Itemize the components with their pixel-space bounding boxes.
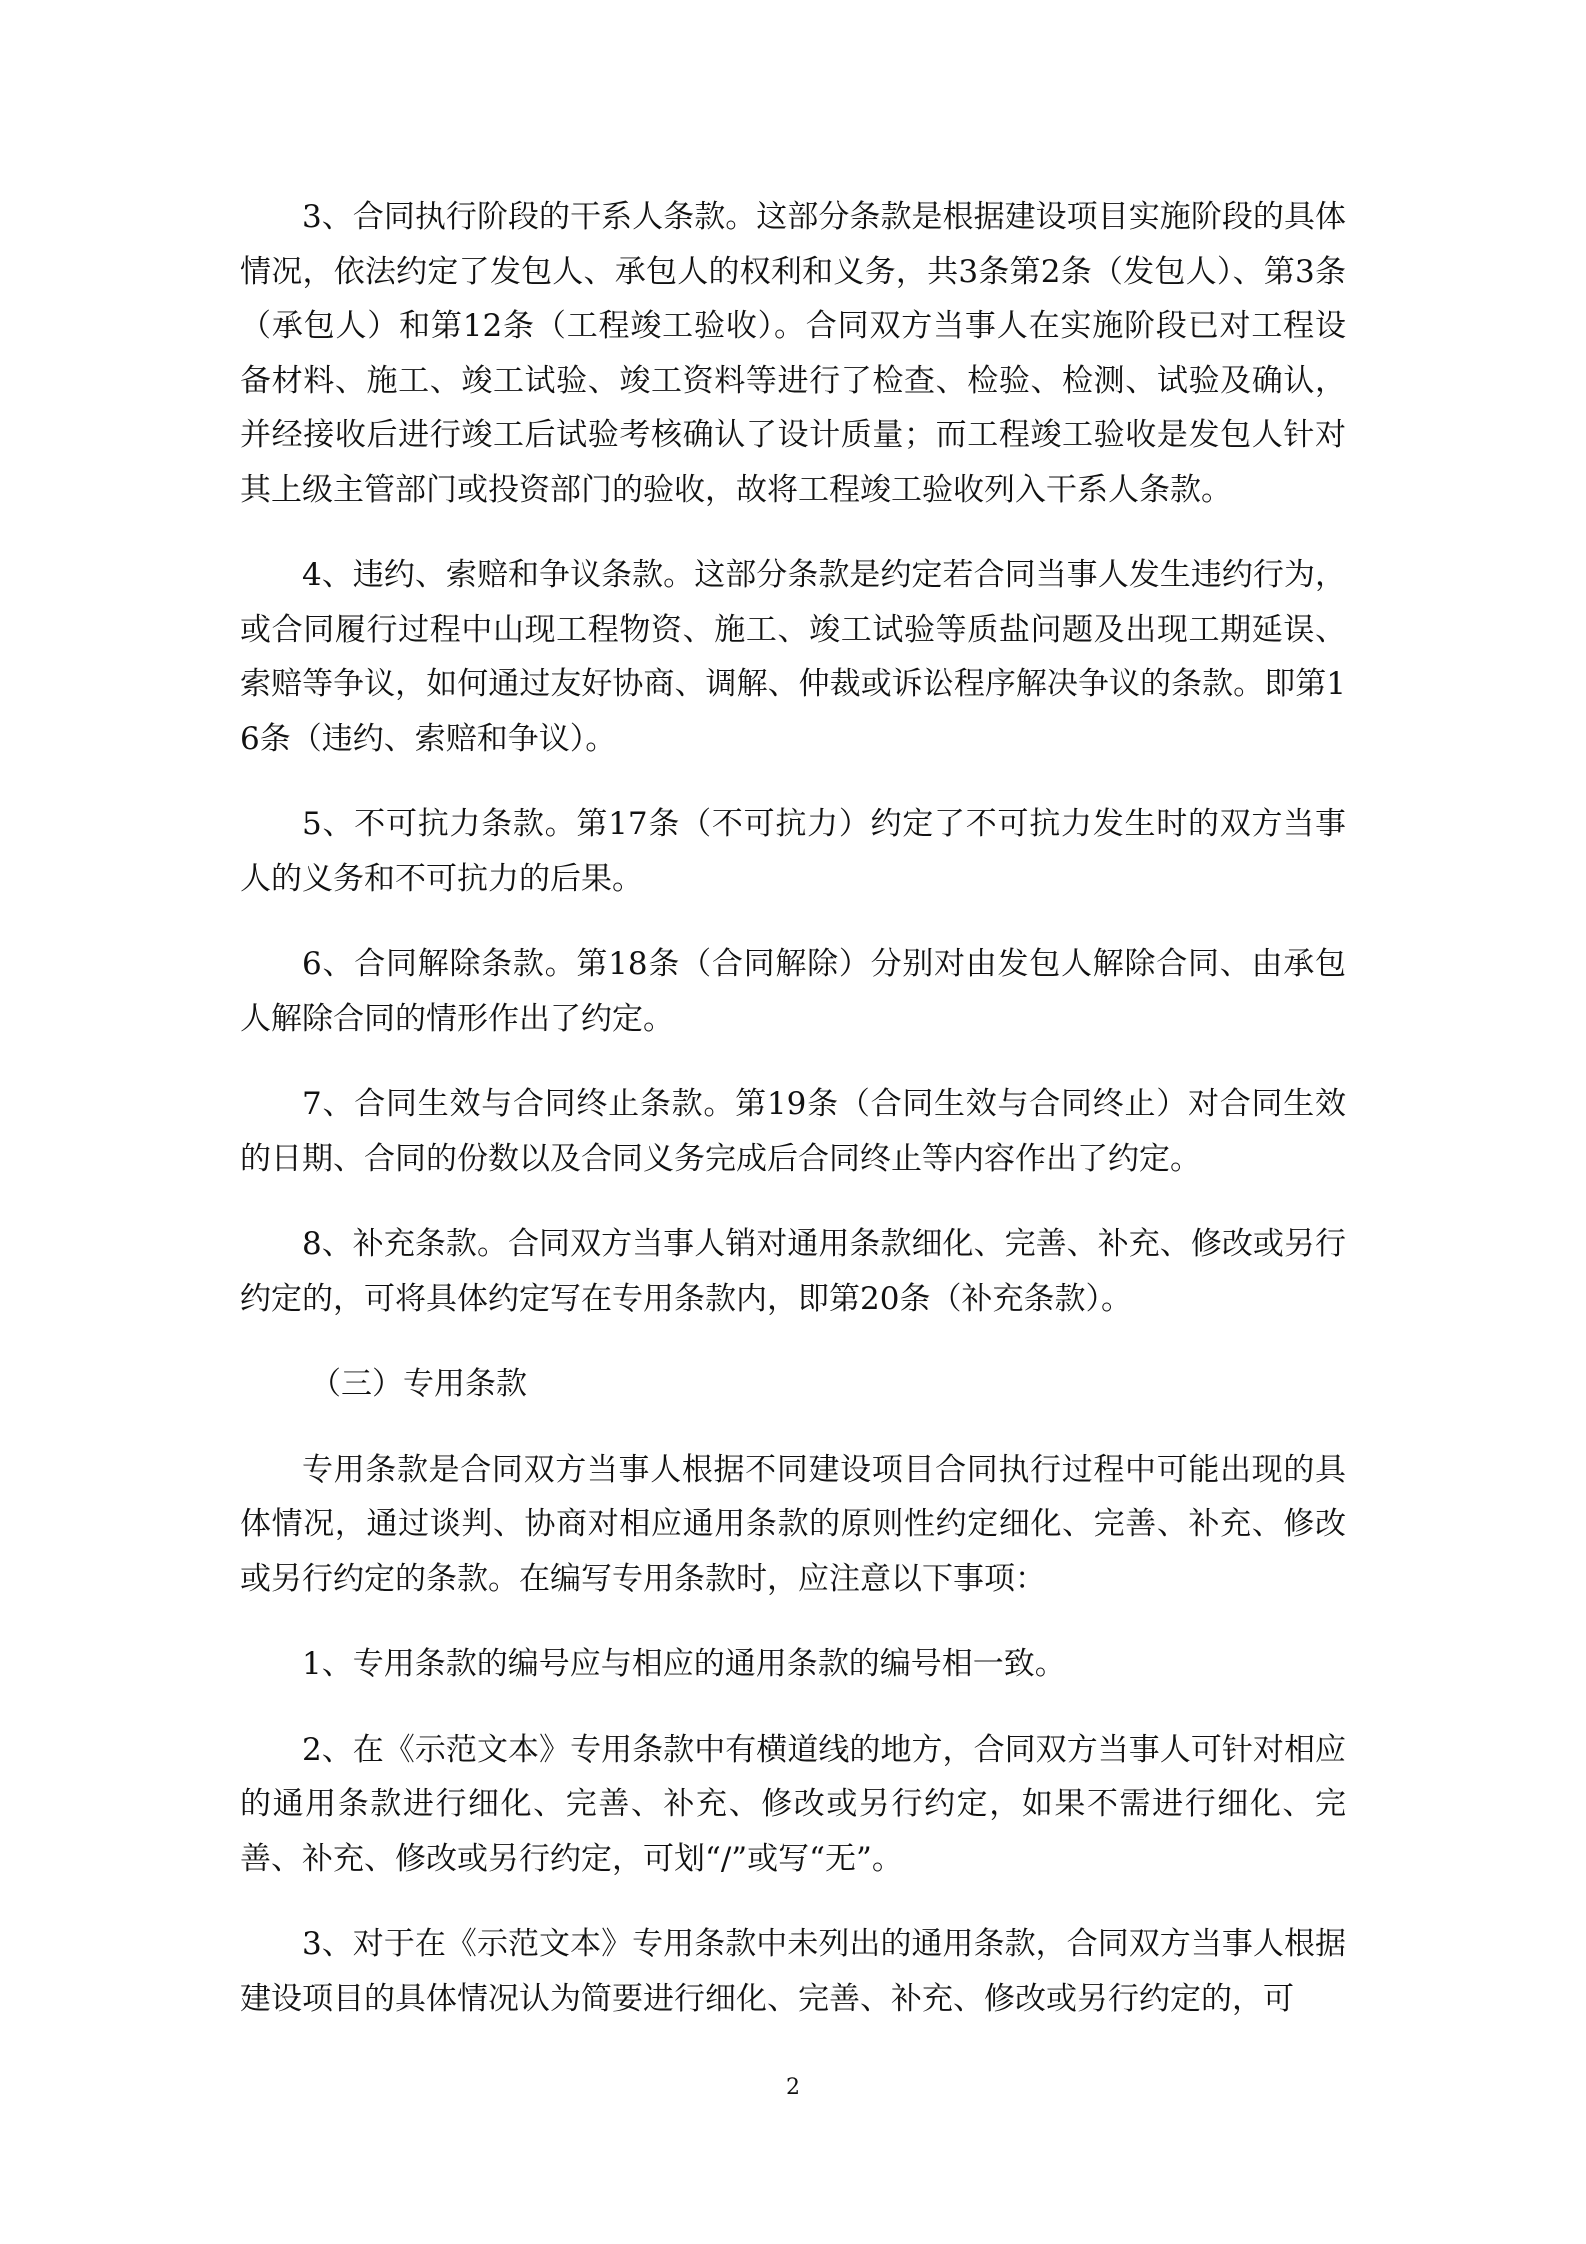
paragraph-clause-6: 6、合同解除条款。第18条（合同解除）分别对由发包人解除合同、由承包人解除合同的情形作出了约定。 [240,946,1346,1037]
paragraph-clause-8: 8、补充条款。合同双方当事人销对通用条款细化、完善、补充、修改或另行约定的，可将具体约定写在专用条款内，即第20条（补充条款）。 [240,1226,1346,1317]
section-heading: （三）专用条款 [310,1366,527,1402]
page-number: 2 [786,2075,800,2100]
paragraph-clause-5: 5、不可抗力条款。第17条（不可抗力）约定了不可抗力发生时的双方当事人的义务和不可抗力的后果。 [240,806,1346,897]
document-body [240,190,1346,2057]
paragraph-special-item-1: 1、专用条款的编号应与相应的通用条款的编号相一致。 [302,1646,1066,1682]
paragraph-clause-4: 4、违约、索赔和争议条款。这部分条款是约定若合同当事人发生违约行为，或合同履行过程中山现工程物资、施工、竣工试验等质盐问题及出现工期延误、索赔等争议，如何通过友好协商、调解、仲裁或诉讼程序解决争议的条款。即第16条（违约、索赔和争议）。 [240,557,1346,757]
paragraph-special-intro: 专用条款是合同双方当事人根据不同建设项目合同执行过程中可能出现的具体情况，通过谈判、协商对相应通用条款的原则性约定细化、完善、补充、修改或另行约定的条款。在编写专用条款时，应注意以下事项： [240,1451,1346,1597]
paragraph-clause-7: 7、合同生效与合同终止条款。第19条（合同生效与合同终止）对合同生效的日期、合同的份数以及合同义务完成后合同终止等内容作出了约定。 [240,1086,1346,1177]
paragraph-special-item-2: 2、在《示范文本》专用条款中有横道线的地方，合同双方当事人可针对相应的通用条款进行细化、完善、补充、修改或另行约定，如果不需进行细化、完善、补充、修改或另行约定，可划“/”或写“无”。 [240,1731,1346,1877]
paragraph-clause-3: 3、合同执行阶段的干系人条款。这部分条款是根据建设项目实施阶段的具体情况，依法约定了发包人、承包人的权利和义务，共3条第2条（发包人）、第3条（承包人）和第12条（工程竣工验收）。合同双方当事人在实施阶段已对工程设备材料、施工、竣工试验、竣工资料等进行了检查、检验、检测、试验及确认，并经接收后进行竣工后试验考核确认了设计质量；而工程竣工验收是发包人针对其上级主管部门或投资部门的验收，故将工程竣工验收列入干系人条款。 [240,199,1346,508]
paragraph-special-item-3: 3、对于在《示范文本》专用条款中未列出的通用条款，合同双方当事人根据建设项目的具体情况认为简要进行细化、完善、补充、修改或另行约定的，可 [240,1926,1346,2017]
